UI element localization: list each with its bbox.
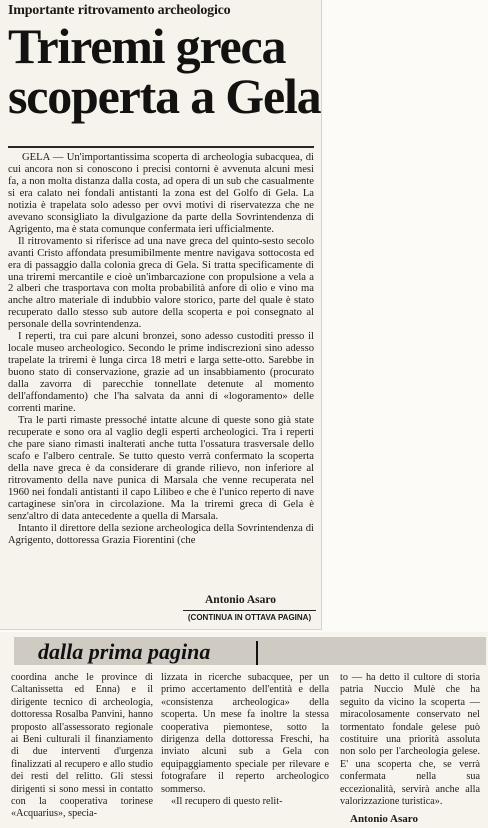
continued-signature: Antonio Asaro <box>350 813 418 825</box>
article-paragraph: Tra le parti rimaste pressoché intatte alcune di queste sono già state recuperate e sono ora al vaglio degli esperti archeologici. Tra i reperti che pare siano rimasti inalterati anche tutta l'ossatura trasversale dello scafo e l'albero centrale. Se tutto questo verrà confermato la scoperta della nave greca è da considerare di grande rilievo, non inferiore al ritrovamento della nave punica di Marsala che venne recuperata nel 1960 nei fondali antistanti il capo Lilibeo e che è l'unico reperto di nave cartaginese sin'ora in circolazione. Ma la triremi greca di Gela è senz'altro di data antecedente a quella di Marsala. <box>8 414 314 522</box>
article-body <box>8 152 314 546</box>
article-paragraph: I reperti, tra cui pare alcuni bronzei, sono adesso custoditi presso il locale museo archeologico. Secondo le prime indiscrezioni sino adesso trapelate la triremi è lunga circa 18 metri e larga sette-otto. Sarebbe in buono stato di conservazione, grazie ad un insabbiamento (procurato dalla zavorra di parecchie tonnellate detenute al momento dell'affondamento) che l'ha salvata da anni di «logoramento» delle correnti marine. <box>8 331 314 415</box>
article-headline <box>8 18 321 124</box>
column-text: coordina anche le province di Caltanissetta ed Enna) e il dirigente tecnico di archeologia, dottoressa Rosalba Panvini, hanno proposto all'assessorato regionale ai Beni culturali il finanziamento di due interventi d'urgenza finalizzati al recupero e allo studio dei resti del relitto. Gli stessi dirigenti si sono messi in contatto con la cooperativa torinese «Acquarius», specia- <box>11 672 153 820</box>
headline-divider <box>8 146 314 148</box>
headline-line-1: Triremi greca <box>8 18 286 74</box>
headline-line-2: scoperta a Gela <box>8 68 321 124</box>
continued-column-3 <box>340 672 480 808</box>
column-quote: «Il recupero di questo relit- <box>171 796 283 808</box>
continuation-note: (CONTINUA IN OTTAVA PAGINA) <box>183 610 316 622</box>
article-paragraph: Intanto il direttore della sezione archeologica della Sovrintendenza di Agrigento, dottoressa Grazia Fiorentini (che <box>8 522 314 546</box>
continued-column-2 <box>161 672 329 808</box>
column-text: to — ha detto il cultore di storia patria Nuccio Mulè che ha seguito da vicino la scoperta — miracolosamente conservato nel tormentato fondale gelese può costituire una priorità assoluta non solo per l'archeologia gelese. E' una scoperta che, se verrà confermata nella sua eccezionalità, servirà anche alla valorizzazione turistica». <box>340 672 480 808</box>
article-signature: Antonio Asaro <box>205 594 277 606</box>
column-text: lizzata in ricerche subacquee, per un primo accertamento dell'entità e della «consistenza archeologica» della scoperta. Un mese fa inoltre la stessa cooperativa piemontese, sotto la dirigenza della dottoressa Freschi, ha inviato alcuni sub a Gela con equipaggiamento speciale per rilevare e fotografare il reperto archeologico sommerso. <box>161 672 329 795</box>
section-banner-title: dalla prima pagina <box>38 639 211 664</box>
banner-divider-mark <box>256 641 258 665</box>
article-paragraph: Il ritrovamento si riferisce ad una nave greca del quinto-sesto secolo avanti Cristo affondata presumibilmente mentre navigava sottocosta ed era di passaggio dalla colonia greca di Gela. Si tratta specificamente di una triremi mercantile e cioè un'imbarcazione con propulsione a vela a 2 alberi che trasportava con molta probabilità anfore di olio e vino ma anche altro materiale di indubbio valore storico, parte del quale è stato recuperato dallo stesso sub autore della scoperta e poi consegnato al personale della sovrintendenza. <box>8 235 314 331</box>
article-paragraph: GELA — Un'importantissima scoperta di archeologia subacquea, di cui ancora non si conoscono i precisi contorni è avvenuta alcuni mesi fa, a non molta distanza dalla costa, ad opera di un sub che casualmente si era calato nei fondali antistanti la zona est del Golfo di Gela. La notizia è trapelata solo adesso per ovvi motivi di riservatezza che ne avevano sconsigliato la divulgazione da parte della Sovrintendenza di Agrigento, ma è stata comunque confermata ieri ufficialmente. <box>8 152 314 235</box>
continued-column-1 <box>11 672 153 821</box>
article-kicker: Importante ritrovamento archeologico <box>8 3 231 18</box>
